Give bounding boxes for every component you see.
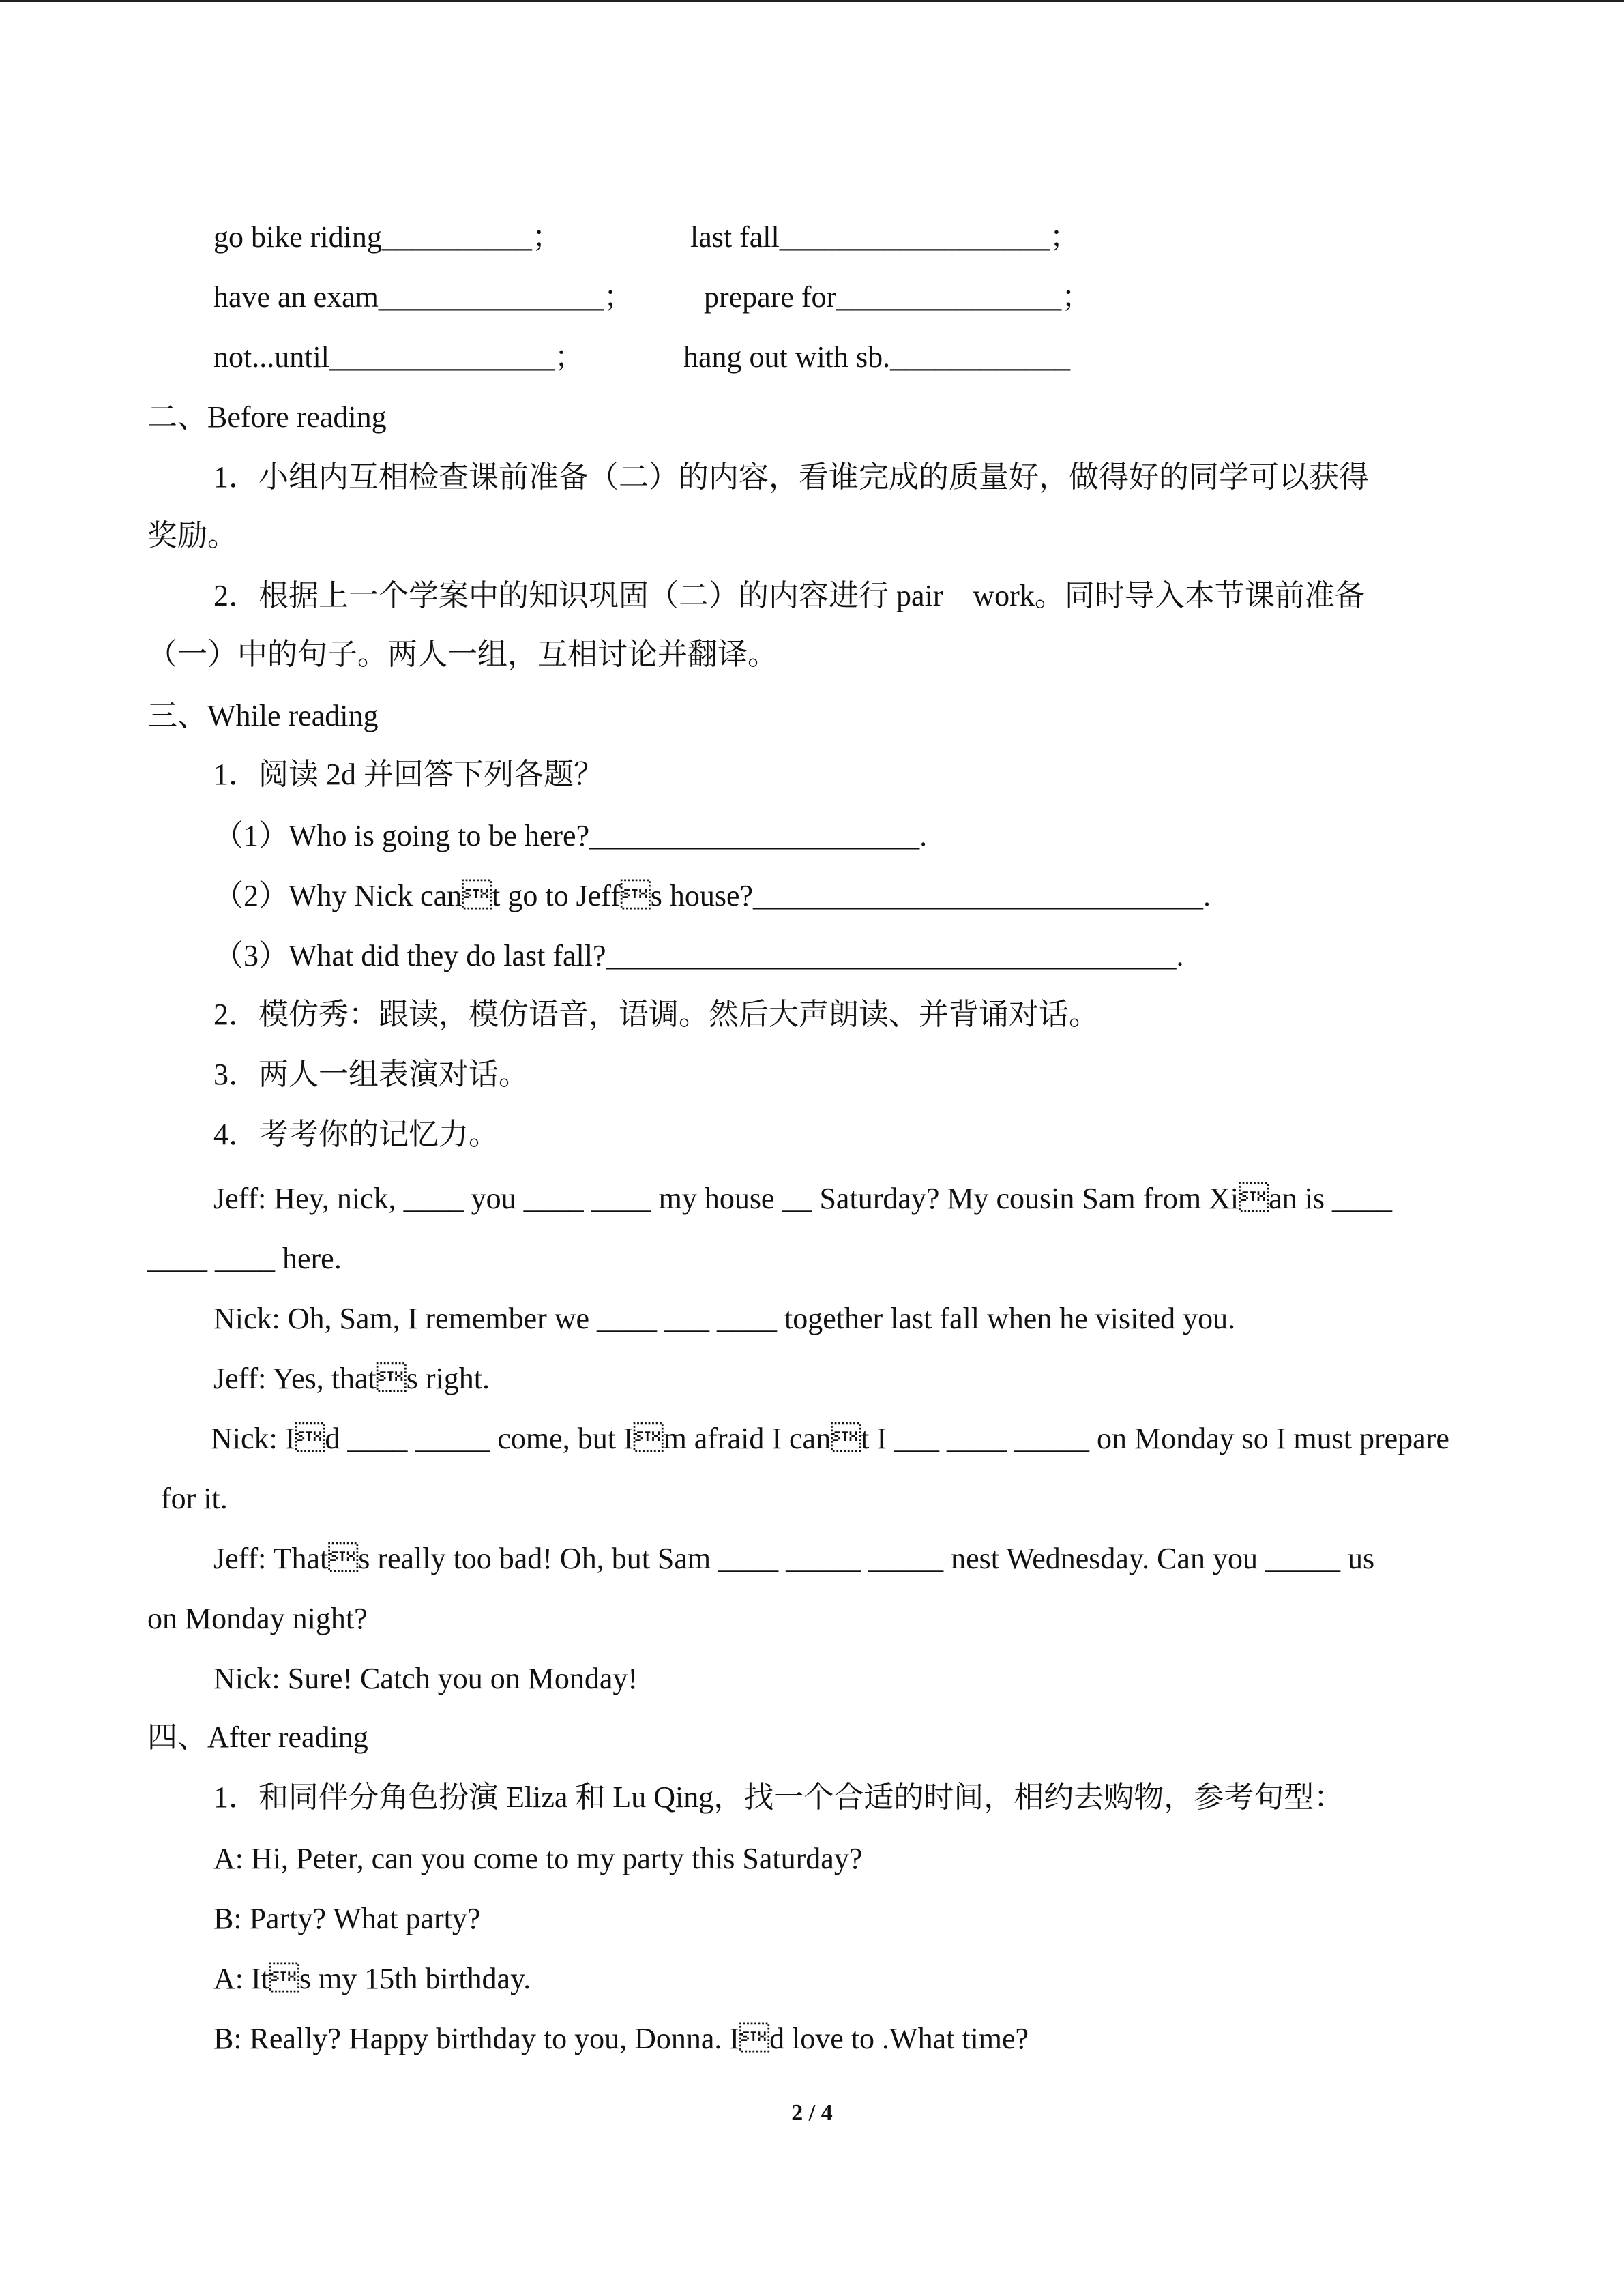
- while-item-4: 4．考考你的记忆力。: [213, 1118, 499, 1151]
- section-heading-before-reading: 二、Before reading: [147, 400, 387, 434]
- question-2: （2）Why Nick cant go to Jeffs house?______________________________.: [213, 879, 1211, 912]
- section-heading-while-reading: 三、While reading: [147, 699, 379, 732]
- vocab-item-prepare-for: prepare for_______________；: [704, 280, 1092, 314]
- page-number: 2 / 4: [791, 2100, 833, 2126]
- dialogue-line-jeff-1: Jeff: Hey, nick, ____ you ____ ____ my house __ Saturday? My cousin Sam from Xian is ____: [213, 1182, 1393, 1215]
- sample-line-b1: B: Party? What party?: [213, 1902, 481, 1935]
- question-3: （3）What did they do last fall?______________________________________.: [213, 939, 1184, 972]
- dialogue-line-nick-2: Nick: Id ____ _____ come, but Im afraid I cant I ___ ____ _____ on Monday so I must prepare: [211, 1422, 1449, 1455]
- while-item-2: 2．模仿秀：跟读，模仿语音，语调。然后大声朗读、并背诵对话。: [213, 998, 1099, 1031]
- before-item-1: 1．小组内互相检查课前准备（二）的内容，看谁完成的质量好，做得好的同学可以获得: [213, 460, 1369, 494]
- sample-line-b2: B: Really? Happy birthday to you, Donna. Id love to .What time?: [213, 2022, 1029, 2055]
- question-1: （1）Who is going to be here?______________________.: [213, 819, 928, 852]
- while-item-1: 1．阅读 2d 并回答下列各题？: [213, 758, 604, 791]
- dialogue-line-nick-1: Nick: Oh, Sam, I remember we ____ ___ ____ together last fall when he visited you.: [213, 1302, 1236, 1335]
- vocab-item-not-until: not...until_______________；: [213, 340, 585, 374]
- dialogue-line-jeff-3-continued: on Monday night?: [147, 1602, 368, 1635]
- vocab-item-last-fall: last fall__________________；: [690, 220, 1080, 254]
- dialogue-line-jeff-3: Jeff: Thats really too bad! Oh, but Sam ____ _____ _____ nest Wednesday. Can you _____ us: [213, 1542, 1375, 1575]
- vocab-item-go-bike-riding: go bike riding__________；: [213, 220, 562, 254]
- page-top-border: [0, 0, 1624, 2]
- dialogue-line-jeff-2: Jeff: Yes, thats right.: [213, 1362, 490, 1395]
- sample-line-a1: A: Hi, Peter, can you come to my party this Saturday?: [213, 1842, 863, 1875]
- vocab-item-hang-out-with: hang out with sb.____________: [683, 340, 1071, 374]
- before-item-1-continued: 奖励。: [147, 519, 237, 552]
- before-item-2-continued: （一）中的句子。两人一组，互相讨论并翻译。: [147, 638, 778, 671]
- before-item-2: 2．根据上一个学案中的知识巩固（二）的内容进行 pair work。同时导入本节课前准备: [213, 579, 1365, 612]
- dialogue-line-nick-3: Nick: Sure! Catch you on Monday!: [213, 1662, 638, 1695]
- sample-line-a2: A: Its my 15th birthday.: [213, 1962, 531, 1995]
- dialogue-line-jeff-1-continued: ____ ____ here.: [147, 1242, 342, 1275]
- section-heading-after-reading: 四、After reading: [147, 1720, 368, 1754]
- while-item-3: 3．两人一组表演对话。: [213, 1058, 529, 1091]
- after-item-1: 1．和同伴分角色扮演 Eliza 和 Lu Qing，找一个合适的时间，相约去购物，参考句型：: [213, 1780, 1344, 1814]
- dialogue-line-nick-2-continued: for it.: [161, 1482, 228, 1515]
- vocab-item-have-an-exam: have an exam_______________；: [213, 280, 634, 314]
